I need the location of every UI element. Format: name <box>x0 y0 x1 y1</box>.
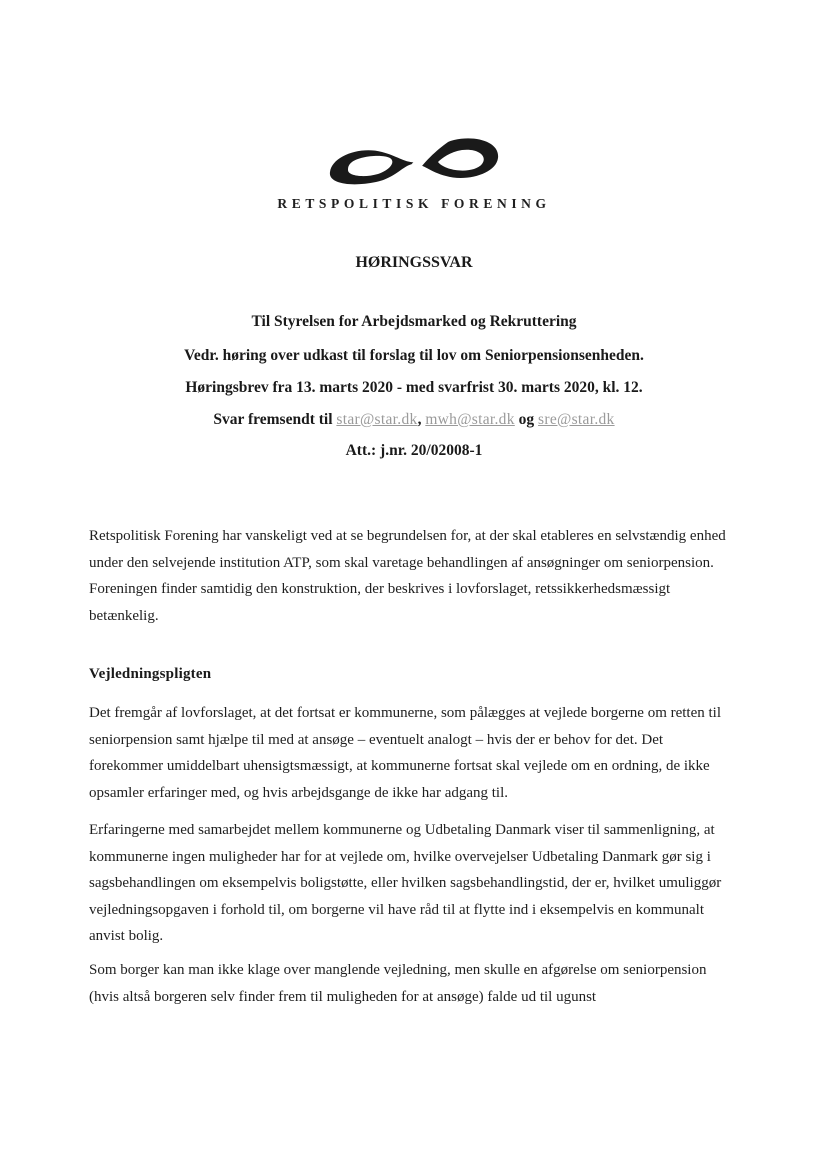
body-paragraph-intro: Retspolitisk Forening har vanskeligt ved at se begrundelsen for, at der skal etableres en selvstændig enhed under den selvejende institution ATP, som skal varetage behandlingen af ansøgninger om seniorpension. Foreningen finder samtidig den konstruktion, der beskrives i lovforslaget, retssikkerhedsmæssigt betænkelig. <box>89 528 726 624</box>
email-separator-comma: , <box>417 411 422 428</box>
email-separator-og: og <box>518 411 535 428</box>
sent-to-line <box>0 411 828 429</box>
organization-name: RETSPOLITISK FORENING <box>277 196 551 211</box>
document-title: HØRINGSSVAR <box>355 254 473 271</box>
section-heading: Vejledningspligten <box>89 666 212 682</box>
sent-to-prefix: Svar fremsendt til <box>213 411 333 428</box>
email-link-mwh[interactable]: mwh@star.dk <box>425 411 515 428</box>
email-link-sre[interactable]: sre@star.dk <box>538 411 615 428</box>
reference-line: Att.: j.nr. 20/02008-1 <box>345 442 483 459</box>
body-paragraph-2: Det fremgår af lovforslaget, at det fortsat er kommunerne, som pålægges at vejlede borgerne om retten til seniorpension samt hjælpe til med at ansøge – eventuelt analogt – hvis der er behov for det. Det forekommer umiddelbart uhensigtsmæssigt, at kommunerne fortsat skal vejlede om en ordning, de ikke opsamler erfaringer med, og hvis arbejdsgange de ikke har adgang til. <box>89 705 722 801</box>
body-paragraph-4: Som borger kan man ikke klage over manglende vejledning, men skulle en afgørelse om seniorpension (hvis altså borgeren selv finder frem til muligheden for at ansøge) falde ud til ugunst <box>89 962 707 1005</box>
deadline-line: Høringsbrev fra 13. marts 2020 - med svarfrist 30. marts 2020, kl. 12. <box>185 379 643 396</box>
body-paragraph-3: Erfaringerne med samarbejdet mellem kommunerne og Udbetaling Danmark viser til sammenligning, at kommunerne ingen muligheder har for at vejlede om, hvilke overvejelser Udbetaling Danmark gør sig i sagsbehandlingen om eksempelvis boligstøtte, eller hvilken sagsbehandlingstid, der er, hvilket umuliggør vejledningsopgaven i forhold til, om borgerne vil have råd til at flytte ind i eksempelvis en kommunalt anvist bolig. <box>89 822 722 944</box>
infinity-swoosh-logo-icon <box>326 132 502 190</box>
email-link-star[interactable]: star@star.dk <box>336 411 418 428</box>
subject-line: Vedr. høring over udkast til forslag til lov om Seniorpensionsenheden. <box>184 347 644 364</box>
recipient-line: Til Styrelsen for Arbejdsmarked og Rekruttering <box>251 313 577 330</box>
